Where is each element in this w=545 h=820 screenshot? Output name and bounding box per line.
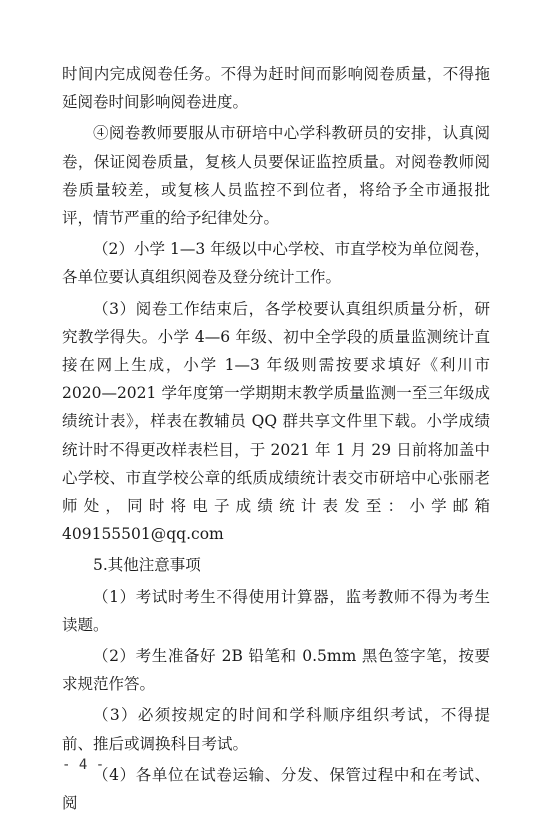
paragraph-note-4: （4）各单位在试卷运输、分发、保管过程中和在考试、阅: [62, 765, 490, 813]
paragraph-continuation: 时间内完成阅卷任务。不得为赶时间而影响阅卷质量，不得拖延阅卷时间影响阅卷进度。: [62, 65, 490, 112]
paragraph-note-2: （2）考生准备好 2B 铅笔和 0.5mm 黑色签字笔，按要求规范作答。: [62, 647, 490, 694]
body-text: [62, 60, 490, 820]
paragraph-item-2: （2）小学 1—3 年级以中心学校、市直学校为单位阅卷，各单位要认真组织阅卷及登分统计工作。: [62, 240, 490, 287]
paragraph-item-3: （3）阅卷工作结束后，各学校要认真组织质量分析，研究教学得失。小学 4—6 年级、初中全学段的质量监测统计直接在网上生成，小学 1—3 年级则需按要求填好《利川市 2020—2021 学年度第一学期期末教学质量监测一至三年级成绩统计表》，样表在教辅员 QQ 群共享文件里下载。小学成绩统计时不得更改样表栏目，于 2021 年 1 月 29 日前将加盖中心学校、市直学校公章的纸质成绩统计表交市研培中心张丽老师处，同时将电子成绩统计表发至：小学邮箱 409155501@qq.com: [62, 299, 490, 544]
paragraph-item-4: ④阅卷教师要服从市研培中心学科教研员的安排，认真阅卷，保证阅卷质量，复核人员要保证监控质量。对阅卷教师阅卷质量较差，或复核人员监控不到位者，将给予全市通报批评，情节严重的给予纪律处分。: [62, 124, 490, 228]
paragraph-note-1: （1）考试时考生不得使用计算器，监考教师不得为考生读题。: [62, 587, 490, 634]
paragraph-note-3: （3）必须按规定的时间和学科顺序组织考试，不得提前、推后或调换科目考试。: [62, 706, 490, 753]
page-number: - 4 -: [62, 757, 105, 773]
section-heading-5: 5.其他注意事项: [93, 556, 201, 575]
